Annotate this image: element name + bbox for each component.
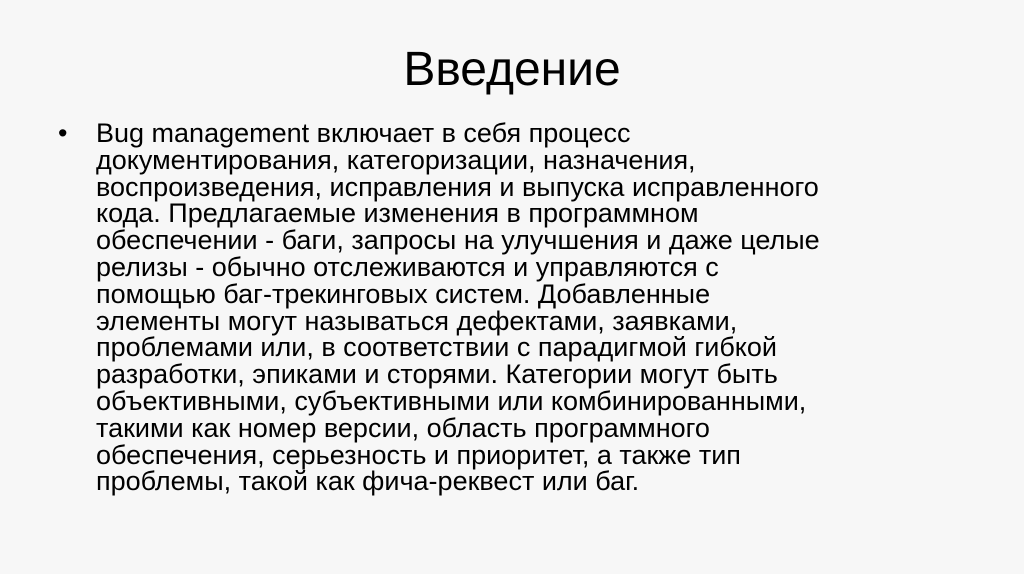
bullet-text-line: объективными, субъективными или комбинированными, [96,385,807,416]
bullet-text-line: обеспечения, серьезность и приоритет, а также тип [96,439,741,470]
bullet-text-line: обеспечении - баги, запросы на улучшения и даже целые [96,225,820,256]
bullet-text-line: помощью баг-трекинговых систем. Добавленные [96,278,711,309]
bullet-text-line: проблемами или, в соответствии с парадигмой гибкой [96,332,777,363]
bullet-text-line: воспроизведения, исправления и выпуска исправленного [96,171,819,202]
bullet-list [58,120,988,495]
bullet-text-line: кода. Предлагаемые изменения в программном [96,198,699,229]
bullet-text-line: разработки, эпиками и сторями. Категории могут быть [96,359,778,390]
slide-title: Введение [403,43,621,96]
bullet-text-line: проблемы, такой как фича-реквест или баг. [96,466,640,497]
bullet-marker: • [58,118,68,148]
bullet-item [58,120,988,495]
bullet-text-line: такими как номер версии, область программного [96,412,710,443]
bullet-text-line: релизы - обычно отслеживаются и управляются с [96,251,719,282]
bullet-text-line: Bug management включает в себя процесс [96,118,631,148]
bullet-text-line: элементы могут называться дефектами, заявками, [96,305,738,336]
bullet-text-line: документирования, категоризации, назначения, [96,144,696,175]
